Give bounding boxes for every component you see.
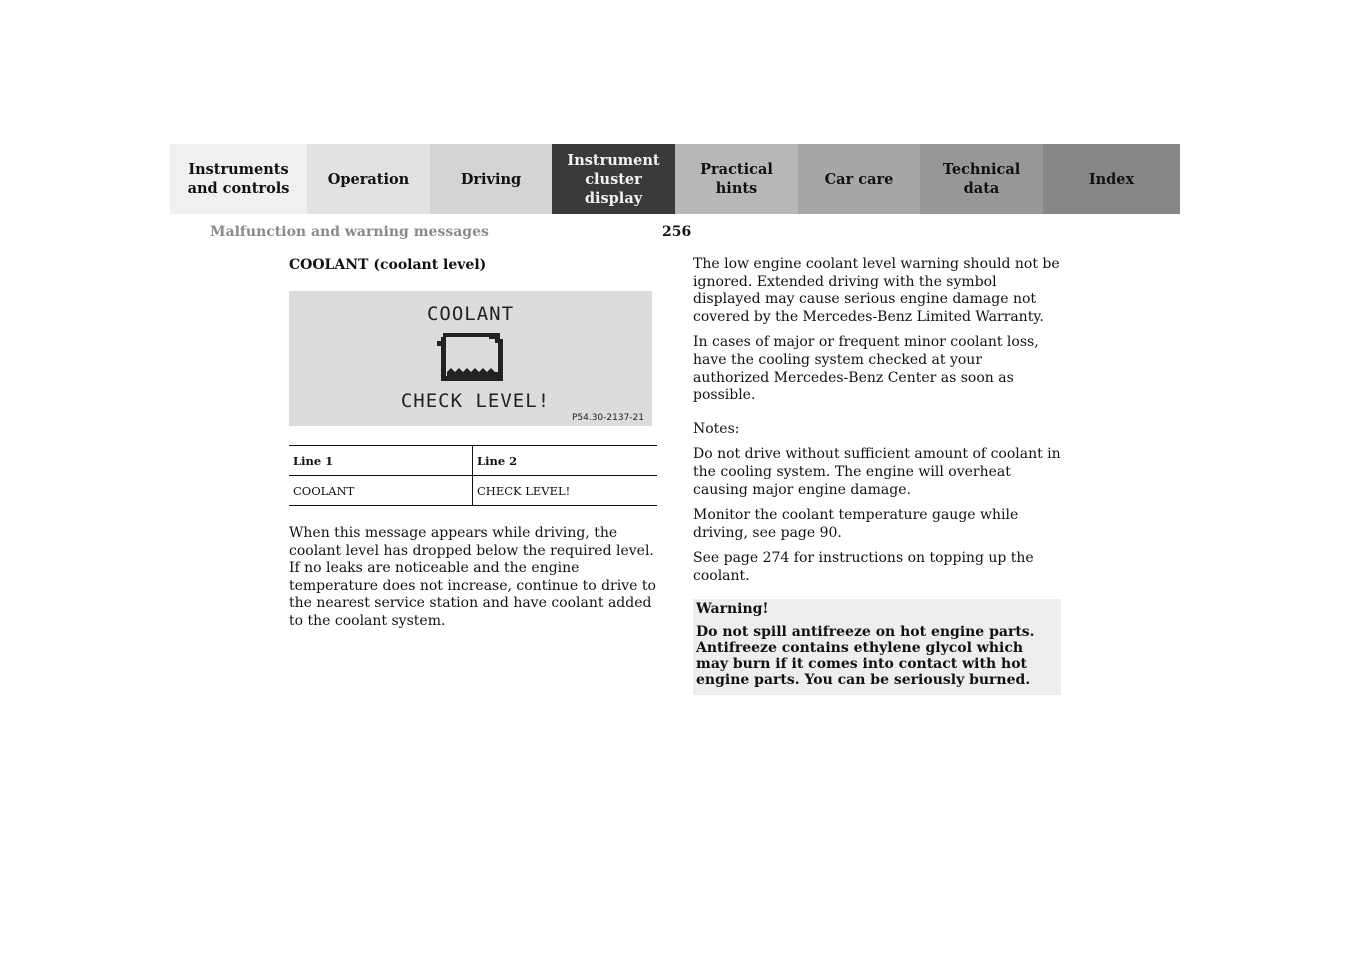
tab-label: Instrument cluster display	[567, 151, 660, 207]
warning-text: Do not spill antifreeze on hot engine parts. Antifreeze contains ethylene glycol which may burn if it comes into contact with hot engine parts. You can be seriously burned.	[696, 623, 1035, 688]
notes-label: Notes:	[693, 420, 740, 437]
tab-technical-data[interactable]	[920, 144, 1043, 214]
cluster-display-illustration	[289, 291, 652, 426]
table-header-row	[289, 446, 657, 476]
tab-operation[interactable]	[307, 144, 430, 214]
figure-code: P54.30-2137-21	[571, 413, 644, 423]
table-header-line-1: Line 1	[289, 446, 473, 476]
table-header-line-2: Line 2	[473, 446, 658, 476]
right-column	[693, 256, 1061, 695]
section-title: Malfunction and warning messages	[210, 224, 489, 240]
table-cell-line-2: CHECK LEVEL!	[473, 476, 658, 506]
page-number: 256	[662, 224, 692, 240]
tab-car-care[interactable]	[798, 144, 920, 214]
warning-box	[693, 599, 1061, 695]
note-item: See page 274 for instructions on topping up the coolant.	[693, 550, 1034, 584]
tab-practical-hints[interactable]	[675, 144, 798, 214]
message-heading: COOLANT (coolant level)	[289, 257, 487, 273]
table-cell-line-1: COOLANT	[289, 476, 473, 506]
tab-driving[interactable]	[430, 144, 552, 214]
chapter-tabs	[170, 144, 1180, 214]
tab-label: Car care	[824, 170, 894, 188]
tab-label: Instruments and controls	[187, 161, 290, 197]
warning-title: Warning!	[696, 600, 769, 617]
warning-importance-paragraph: The low engine coolant level warning should not be ignored. Extended driving with the symbol displayed may cause serious engine damage not covered by the Mercedes-Benz Limited Warranty.	[693, 256, 1060, 325]
tab-label: Index	[1088, 170, 1135, 188]
tab-label: Driving	[460, 170, 522, 188]
display-lines-table	[289, 445, 657, 506]
driving-instructions-paragraph: When this message appears while driving, the coolant level has dropped below the required level. If no leaks are noticeable and the engine temperature does not increase, continue to drive to the nearest service station and have coolant added to the coolant system.	[289, 525, 656, 629]
display-line-1: COOLANT	[426, 303, 515, 325]
note-item: Do not drive without sufficient amount of coolant in the cooling system. The engine will overheat causing major engine damage.	[693, 446, 1061, 498]
tab-instruments-and-controls[interactable]	[170, 144, 307, 214]
tab-index[interactable]	[1043, 144, 1180, 214]
coolant-loss-paragraph: In cases of major or frequent minor coolant loss, have the cooling system checked at your authorized Mercedes-Benz Center as soon as possible.	[693, 334, 1039, 404]
tab-label: Practical hints	[700, 161, 773, 197]
tab-label: Technical data	[942, 161, 1021, 197]
left-column	[289, 256, 657, 631]
table-row	[289, 476, 657, 506]
display-line-2: CHECK LEVEL!	[400, 390, 551, 412]
coolant-reservoir-icon	[435, 329, 505, 381]
note-item: Monitor the coolant temperature gauge while driving, see page 90.	[693, 507, 1019, 541]
tab-label: Operation	[327, 170, 410, 188]
tab-instrument-cluster-display[interactable]	[552, 144, 675, 214]
